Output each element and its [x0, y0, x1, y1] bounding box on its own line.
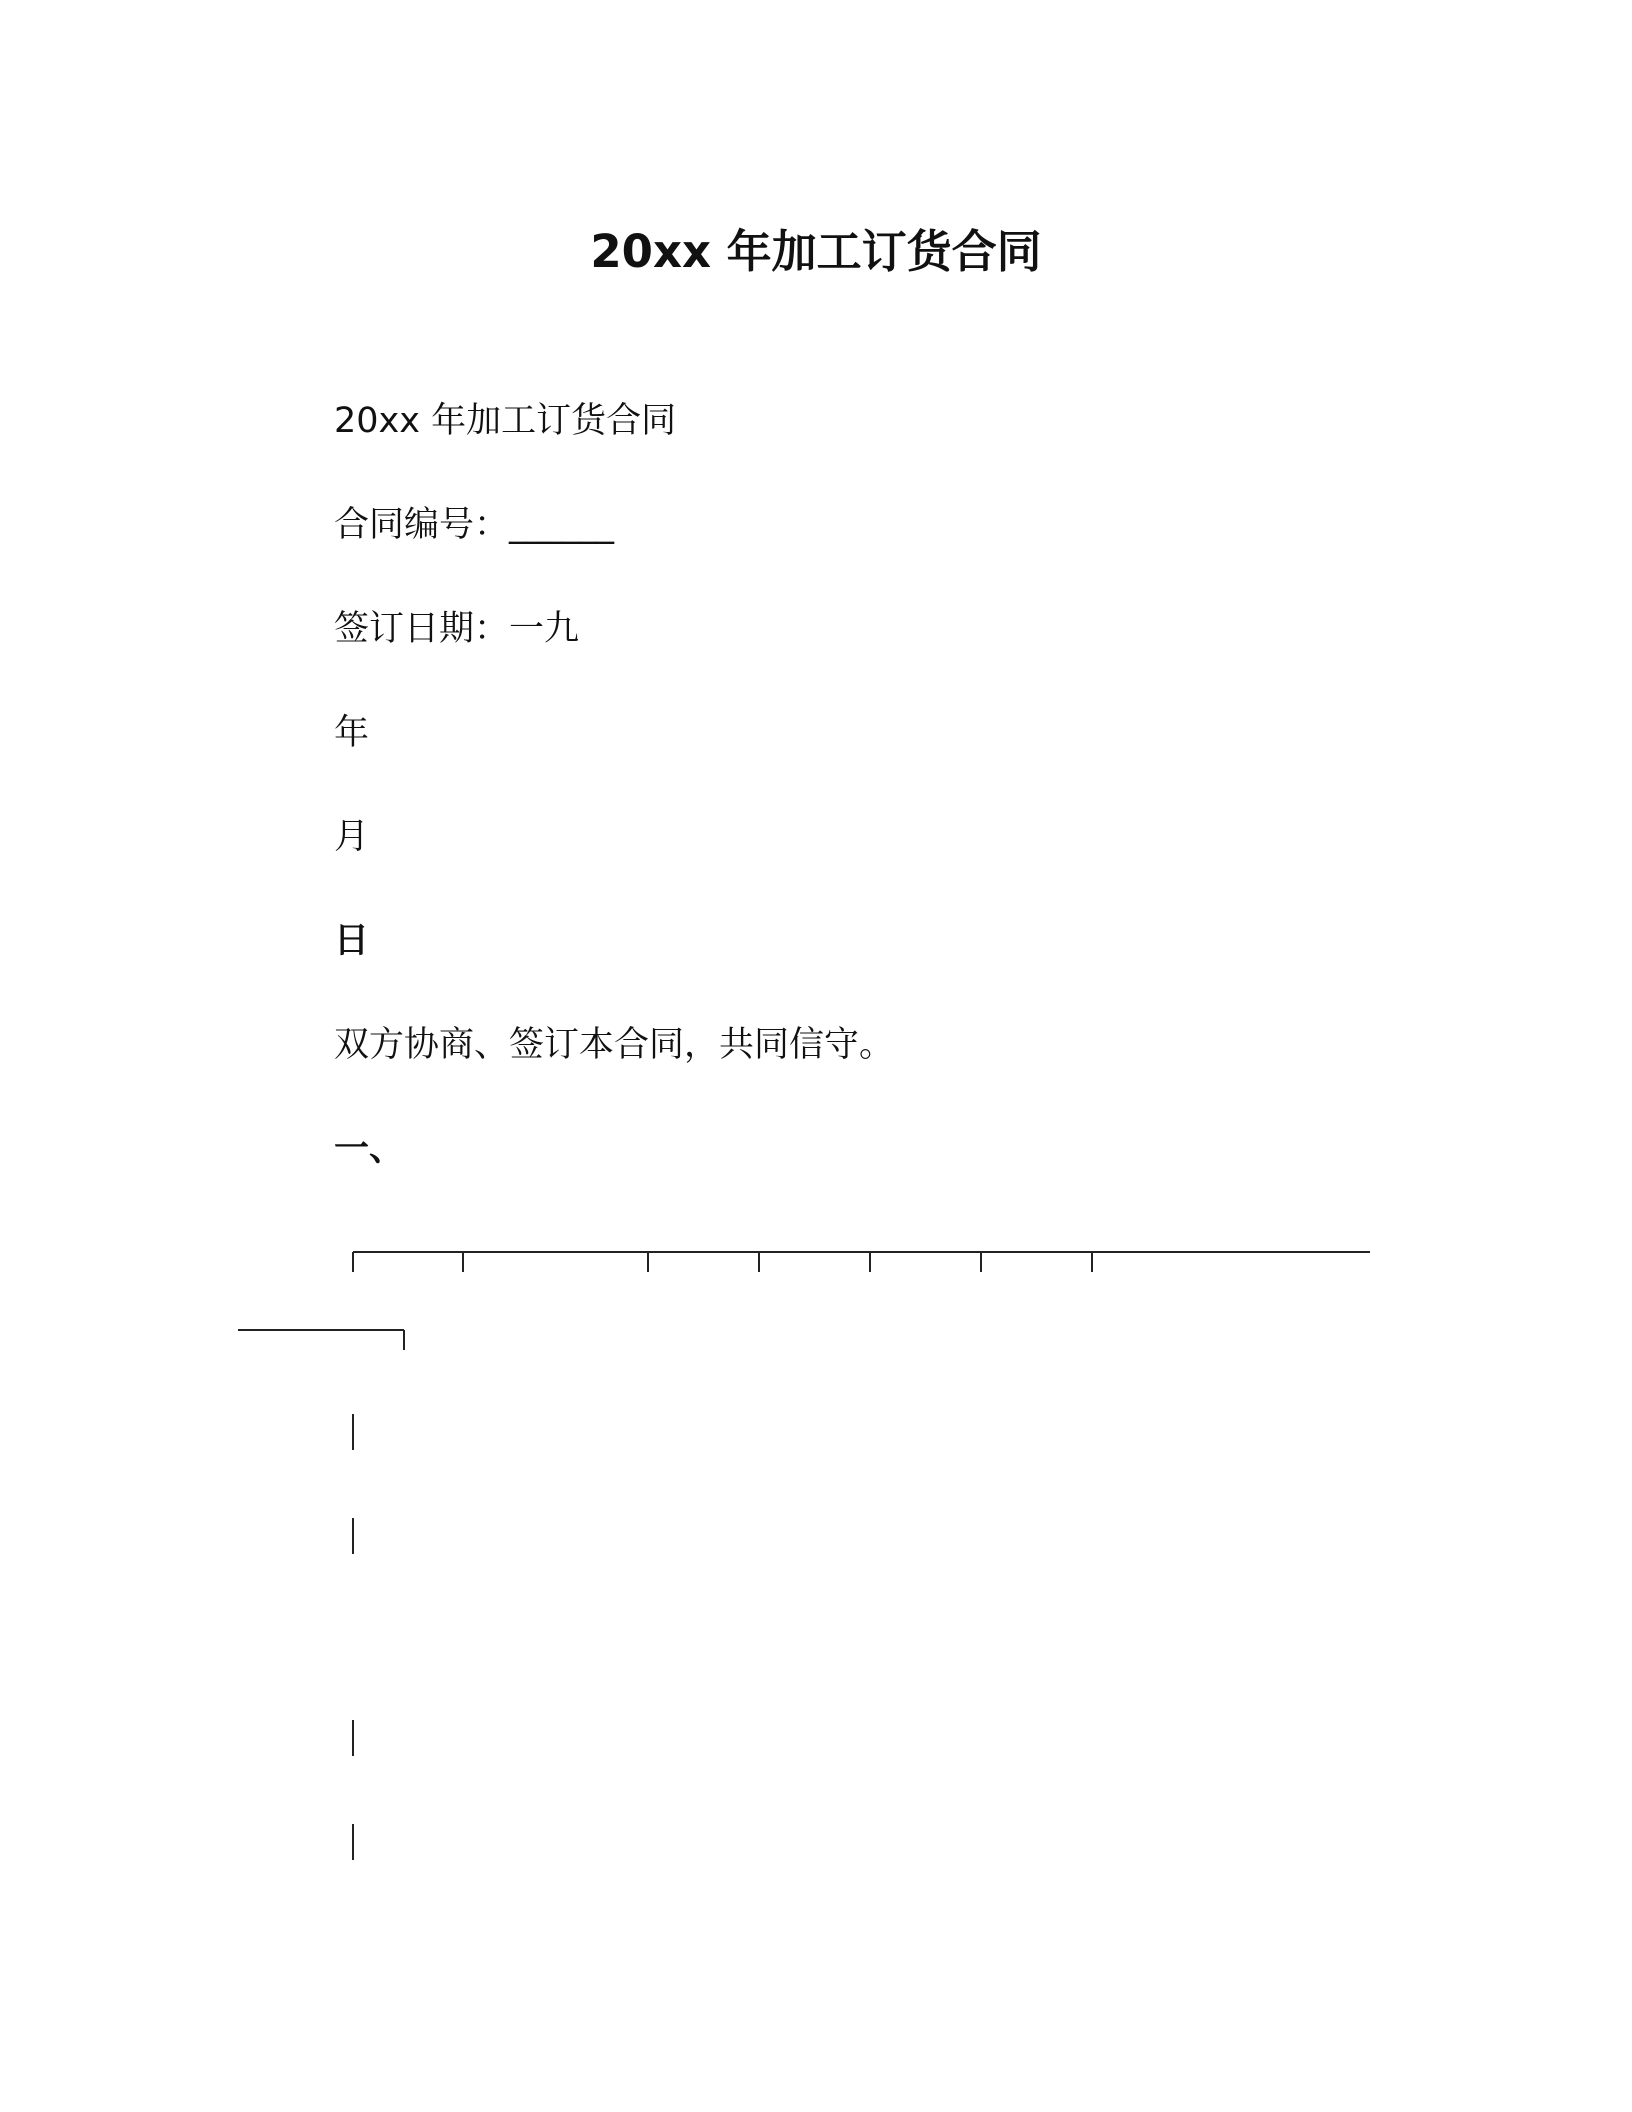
- date-year-line: 年: [334, 713, 370, 753]
- document-title: 20xx 年加工订货合同: [590, 225, 1042, 278]
- signing-date-line: 签订日期：一九: [334, 609, 580, 649]
- contract-number-line: 合同编号：______: [334, 505, 615, 545]
- subtitle-line: 20xx 年加工订货合同: [334, 401, 677, 441]
- date-day-line: 日: [334, 921, 370, 961]
- agreement-statement: 双方协商、签订本合同，共同信守。: [334, 1025, 895, 1065]
- date-month-line: 月: [334, 817, 370, 857]
- section-one-heading: 一、: [334, 1129, 405, 1169]
